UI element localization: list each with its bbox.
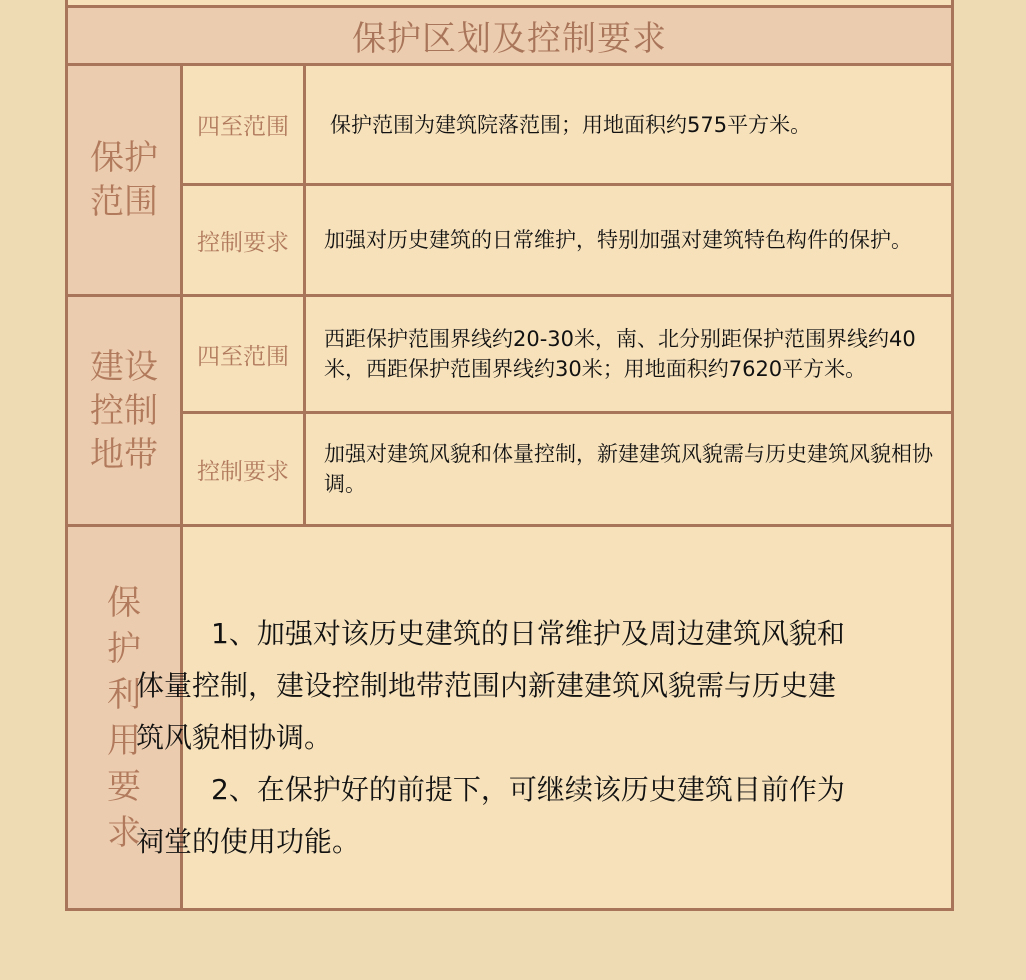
protection-scope-control-text: 加强对历史建筑的日常维护，特别加强对建筑特色构件的保护。 [324,228,912,252]
protection-scope-control-label: 控制要求 [197,229,289,256]
usage-requirements-label: 保护利用要求 [107,582,141,853]
construction-zone-boundary-text: 西距保护范围界线约20-30米，南、北分别距保护范围界线约40米，西距保护范围界线约30米；用地面积约7620平方米。 [324,327,916,381]
table-title: 保护区划及控制要求 [68,8,951,63]
usage-requirements-text [136,608,854,868]
protection-scope-label: 保护范围 [90,138,158,222]
group2-bottom-rule [68,524,951,527]
construction-zone-control-text: 加强对建筑风貌和体量控制，新建建筑风貌需与历史建筑风貌相协调。 [324,442,933,496]
sublabel-column-divider [303,63,306,524]
protection-scope-boundary-text: 保护范围为建筑院落范围；用地面积约575平方米。 [330,112,812,137]
group1-mid-rule [180,183,951,186]
protection-scope-boundary-label: 四至范围 [197,114,289,140]
group1-bottom-rule [68,294,951,297]
construction-zone-boundary-label: 四至范围 [197,343,289,370]
group2-mid-rule [180,411,951,414]
usage-item-1: 1、加强对该历史建筑的日常维护及周边建筑风貌和体量控制，建设控制地带范围内新建建筑风貌需与历史建筑风貌相协调。 [136,617,845,754]
construction-zone-label: 建设控制地带 [90,346,158,475]
construction-zone-control-label: 控制要求 [197,458,289,485]
usage-item-2: 2、在保护好的前提下，可继续该历史建筑目前作为祠堂的使用功能。 [136,773,845,858]
